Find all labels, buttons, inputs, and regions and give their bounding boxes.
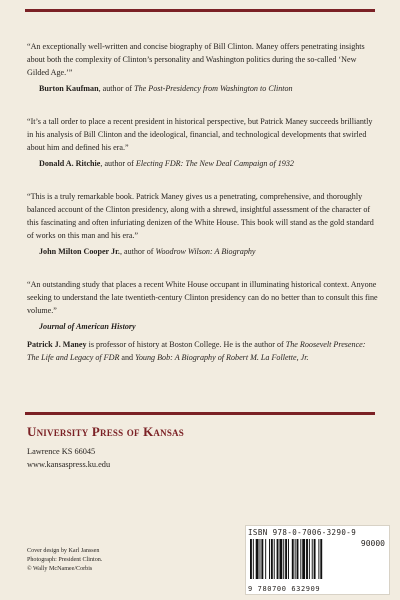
cover-credits [27,547,102,574]
barcode-bar [320,539,322,579]
barcode-bar [292,539,294,579]
barcode-bar [283,539,284,579]
bio-text: and [119,353,136,362]
barcode-bar [300,539,301,579]
bio-text: is professor of history at Boston College. He is the author of [86,340,286,349]
blurb-ritchie [27,115,378,170]
blurb-kaufman [27,40,378,95]
barcode-bar [256,539,259,579]
bio-name: Patrick J. Maney [27,340,87,349]
publisher-city: Lawrence KS 66045 [27,447,96,456]
credit-photo: Photograph: President Clinton. [27,557,103,563]
blurb-attribution [39,321,378,333]
blurb-quote: “An outstanding study that places a recent White House occupant in illuminating historical context. Anyone seeking to understand the late twentieth-century Clinton presidency can do no better than to consult this fine volume.” [27,280,378,315]
blurb-attribution [39,246,378,258]
blurb-quote: “It’s a tall order to place a recent president in historical perspective, but Patrick Maney succeeds brilliantly in his analysis of Bill Clinton and the ideological, financial, and technological developments that swirled about him and defined his era.” [27,117,373,152]
barcode-bar [260,539,261,579]
barcode-bar [277,539,279,579]
publisher-url: www.kansaspress.ku.edu [27,460,111,469]
isbn-label: ISBN 978-0-7006-3290-9 [248,528,357,537]
barcode-bar [269,539,270,579]
barcode-bar [250,539,252,579]
barcode-bar [314,539,316,579]
blurb-book: Woodrow Wilson: A Biography [155,247,256,256]
blurb-quote: “An exceptionally well-written and concise biography of Bill Clinton. Maney offers penetrating insights about both the complexity of Clinton’s personality and Washington politics during the so-called ‘New Gilded Age.’” [27,42,365,77]
barcode-bar [253,539,254,579]
blurb-quote: “This is a truly remarkable book. Patrick Maney gives us a penetrating, comprehensive, and thoroughly balanced account of the Clinton presidency, along with a shrewd, insightful assessment of the character of this fascinating and often infuriating denizen of the White House. This book will stand as the gold standard of works on this man and his era.” [27,192,374,240]
divider-rule [25,412,375,415]
blurb-author: Donald A. Ritchie [39,159,101,168]
barcode-bar [306,539,308,579]
barcode-bars [250,539,350,579]
barcode-bar [312,539,313,579]
publisher-name: University Press of Kansas [27,424,184,439]
barcode-bar [309,539,310,579]
barcode-bar [297,539,299,579]
blurb-book: The Post-Presidency from Washington to Clinton [134,84,293,93]
bio-book: Young Bob: A Biography of Robert M. La Follette, Jr. [135,353,309,362]
bio-book: The Roosevelt Presence: The Life and Legacy of FDR [27,340,366,362]
barcode-number: 9 780700 632909 [248,585,321,593]
blurb-sep: , author of [100,159,136,168]
barcode-bar [288,539,289,579]
blurb-sep: , author of [119,247,156,256]
credit-design: Cover design by Karl Janssen [27,548,100,554]
blurb-author: John Milton Cooper Jr. [39,247,120,256]
barcode-bar [265,539,266,579]
blurb-book: Electing FDR: The New Deal Campaign of 1932 [135,159,294,168]
blurb-sep: , author of [98,84,135,93]
publisher-address [27,445,110,471]
blurb-attribution [39,83,378,95]
blurb-journal: Journal of American History [39,322,136,331]
barcode-bar [285,539,287,579]
barcode-bar [318,539,319,579]
isbn-barcode [245,525,390,595]
price-code: 90000 [360,539,385,548]
barcode-bar [302,539,305,579]
barcode-bar [295,539,296,579]
barcode-bar [261,539,263,579]
barcode-bar [274,539,275,579]
credit-copyright: © Wally McNamee/Corbis [27,566,93,572]
barcode-bar [279,539,282,579]
blurb-jah [27,278,378,333]
blurbs-section [27,40,378,353]
blurb-attribution [39,158,378,170]
author-bio [27,338,378,364]
blurb-author: Burton Kaufman [39,84,99,93]
blurb-cooper [27,190,378,258]
barcode-bar [271,539,273,579]
top-rule [25,9,375,12]
